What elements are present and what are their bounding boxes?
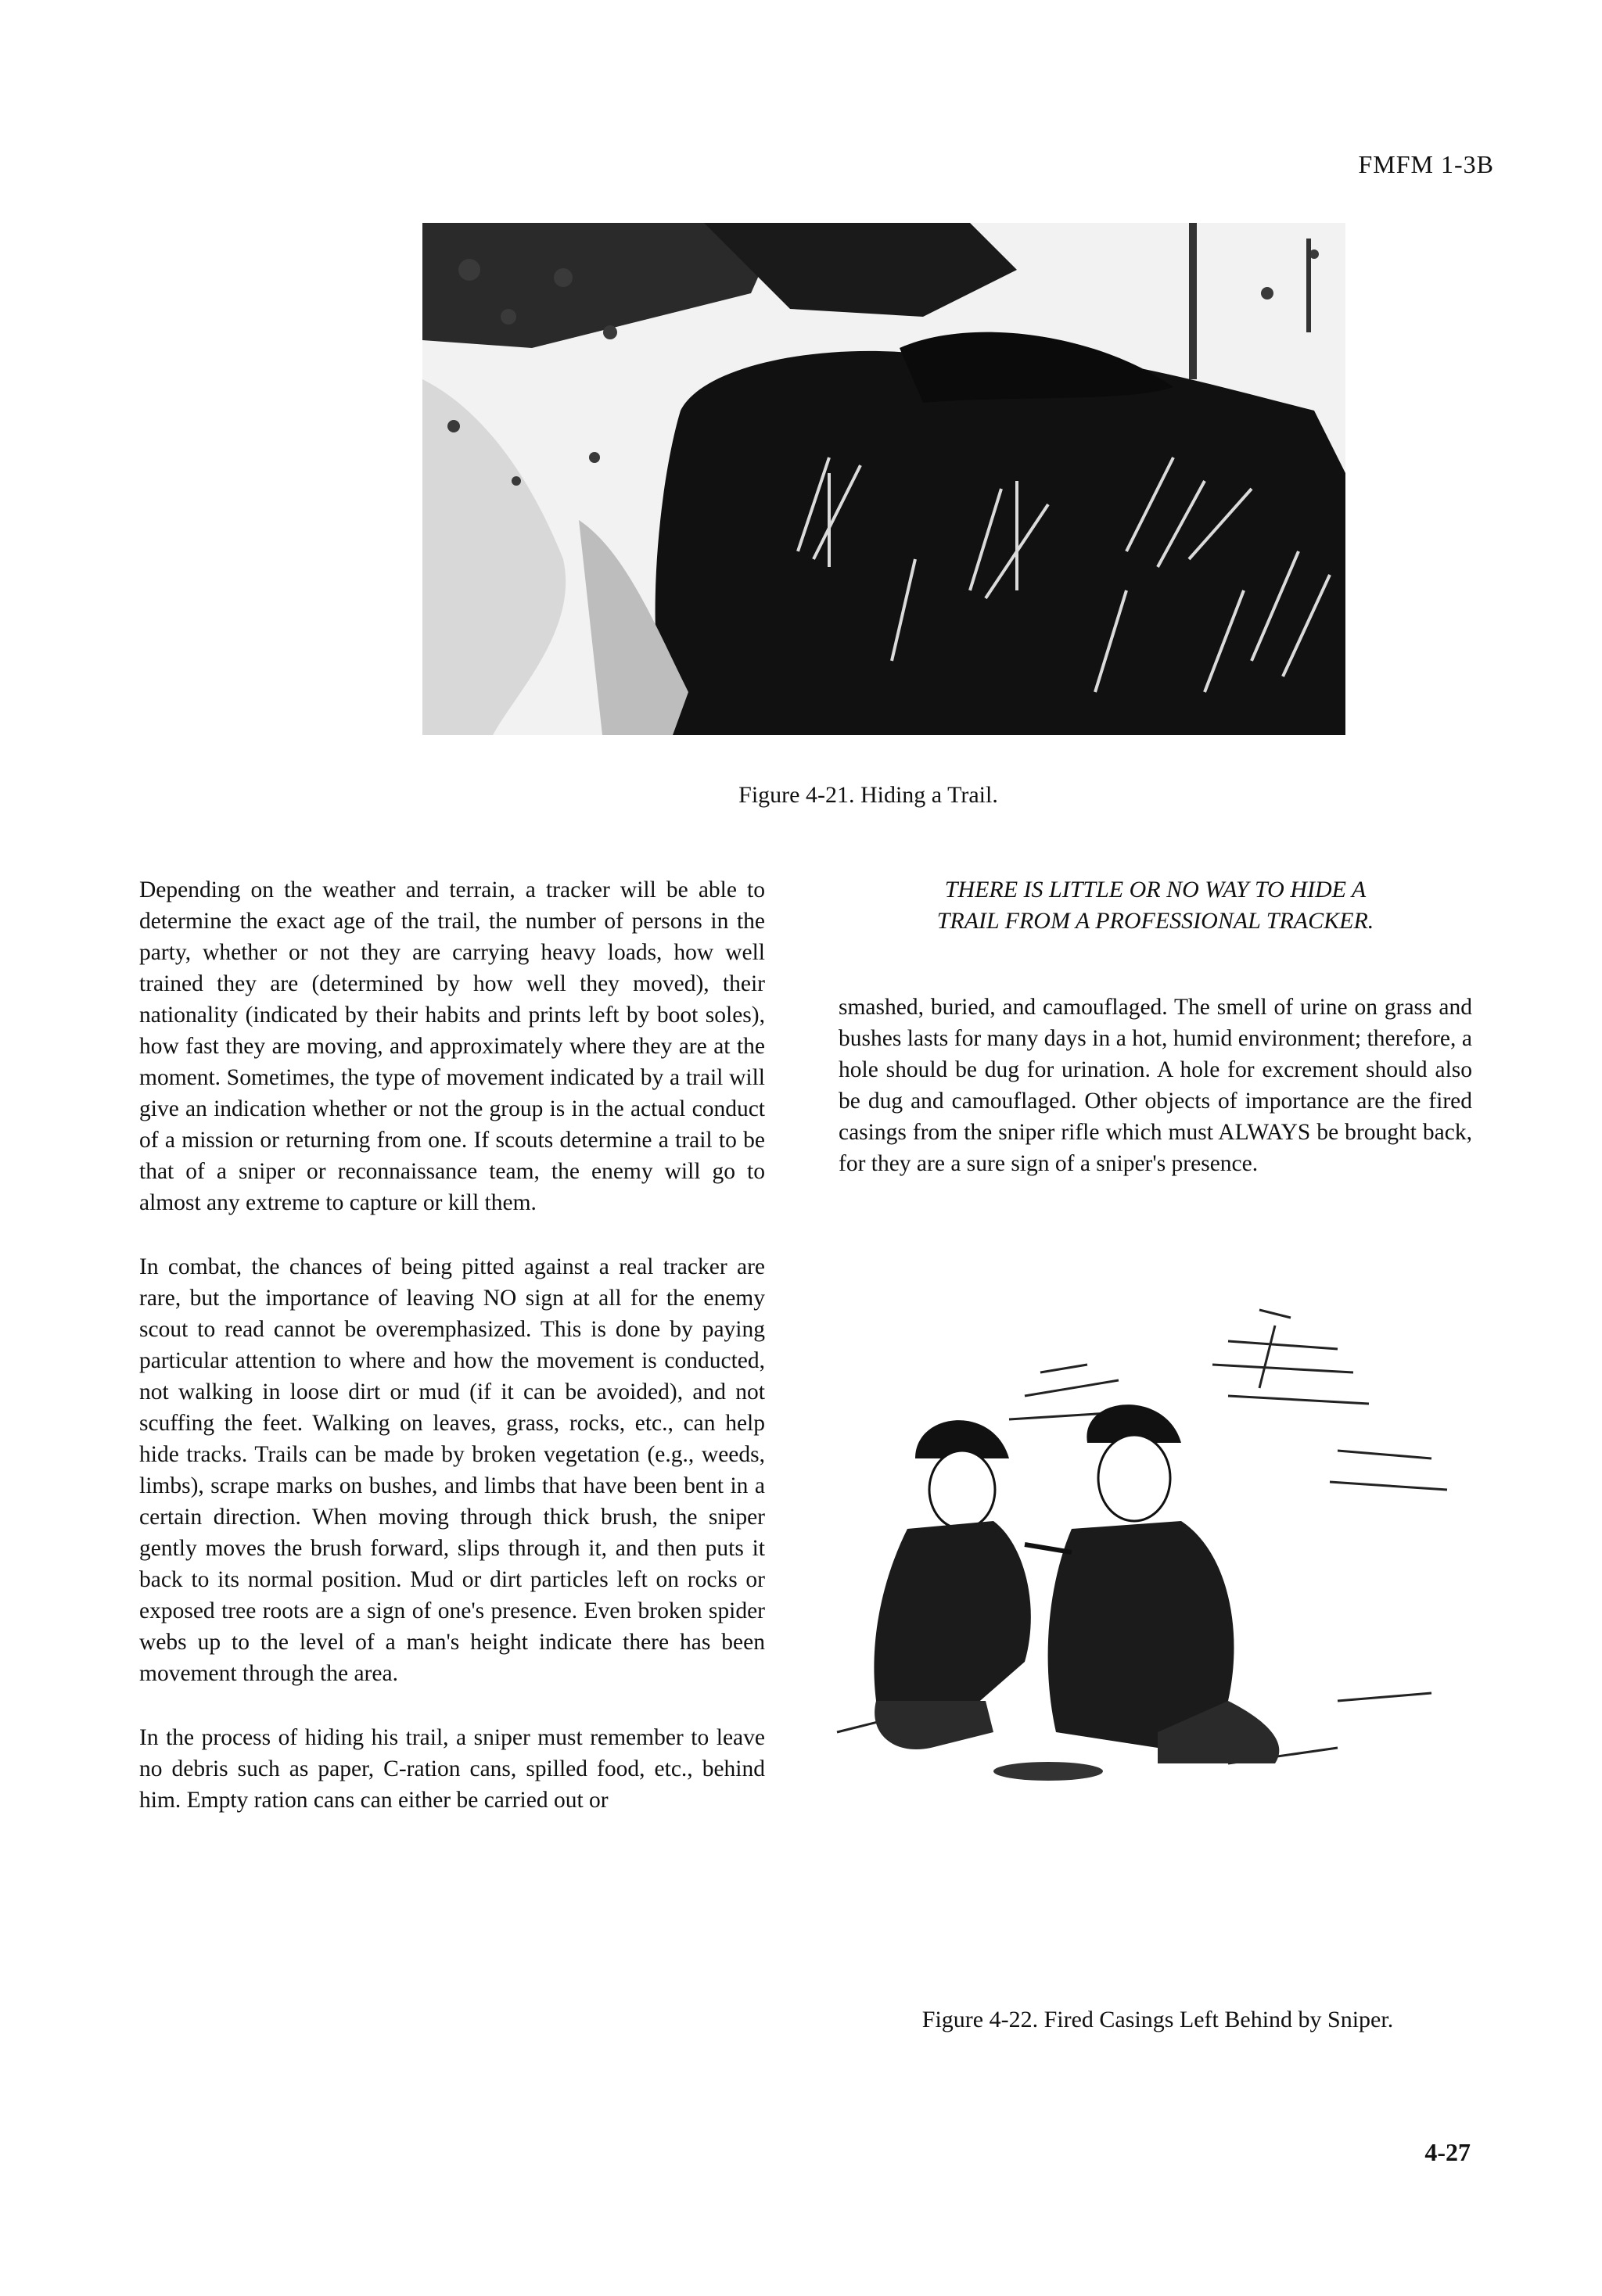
callout-line: TRAIL FROM A PROFESSIONAL TRACKER. (936, 908, 1374, 934)
paragraph: smashed, buried, and camouflaged. The smell of urine on grass and bushes lasts for many days in a hot, humid environment; therefore, a hole should be dug for urination. A hole for excrement should also be dug and camouflaged. Other objects of importance are the fired casings from the sniper rifle which must ALWAYS be brought back, for they are a sure sign of a sniper's presence. (839, 995, 1472, 1176)
figure-caption: Figure 4-21. Hiding a Trail. (738, 782, 998, 808)
paragraph: In the process of hiding his trail, a sniper must remember to leave no debris such as paper, C-ration cans, spilled food, etc., behind him. Empty ration cans can either be carried out or (139, 1725, 765, 1813)
right-column (839, 992, 1472, 1212)
callout-line: THERE IS LITTLE OR NO WAY TO HIDE A (944, 877, 1367, 902)
figure-caption: Figure 4-22. Fired Casings Left Behind by Sniper. (921, 2007, 1394, 2032)
paragraph: In combat, the chances of being pitted against a real tracker are rare, but the importance of leaving NO sign at all for the enemy scout to read cannot be overemphasized. This is done by paying particular attention to where and how the movement is conducted, not walking in loose dirt or mud (if it can be avoided), and not scuffing the feet. Walking on leaves, grass, rocks, etc., can help hide tracks. Trails can be made by broken vegetation (e.g., weeds, limbs), scrape marks on bushes, and limbs that have been bent in a certain direction. When moving through thick brush, the sniper gently moves the brush forward, slips through it, and then puts it back to its normal position. Mud or dirt particles left on rocks or exposed tree roots are a sign of one's presence. Even broken spider webs up to the level of a man's height indicate there has been movement through the area. (139, 1254, 765, 1686)
callout-text (839, 874, 1472, 937)
paragraph: Depending on the weather and terrain, a tracker will be able to determine the exact age of the trail, the number of persons in the party, whether or not they are carrying heavy loads, how well trained they are (determined by how well they moved), their nationality (indicated by their habits and prints left by boot soles), how fast they are moving, and approximately where they are at the moment. Sometimes, the type of movement indicated by a trail will give an indication whether or not the group is in the actual conduct of a mission or returning from one. If scouts determine a trail to be that of a sniper or reconnaissance team, the enemy will go to almost any extreme to capture or kill them. (139, 877, 765, 1215)
trail-photo (422, 223, 1345, 735)
document-id: FMFM 1-3B (1358, 150, 1494, 178)
page-number: 4-27 (1424, 2138, 1471, 2166)
sniper-illustration (790, 1294, 1478, 1803)
left-column (139, 874, 765, 1849)
